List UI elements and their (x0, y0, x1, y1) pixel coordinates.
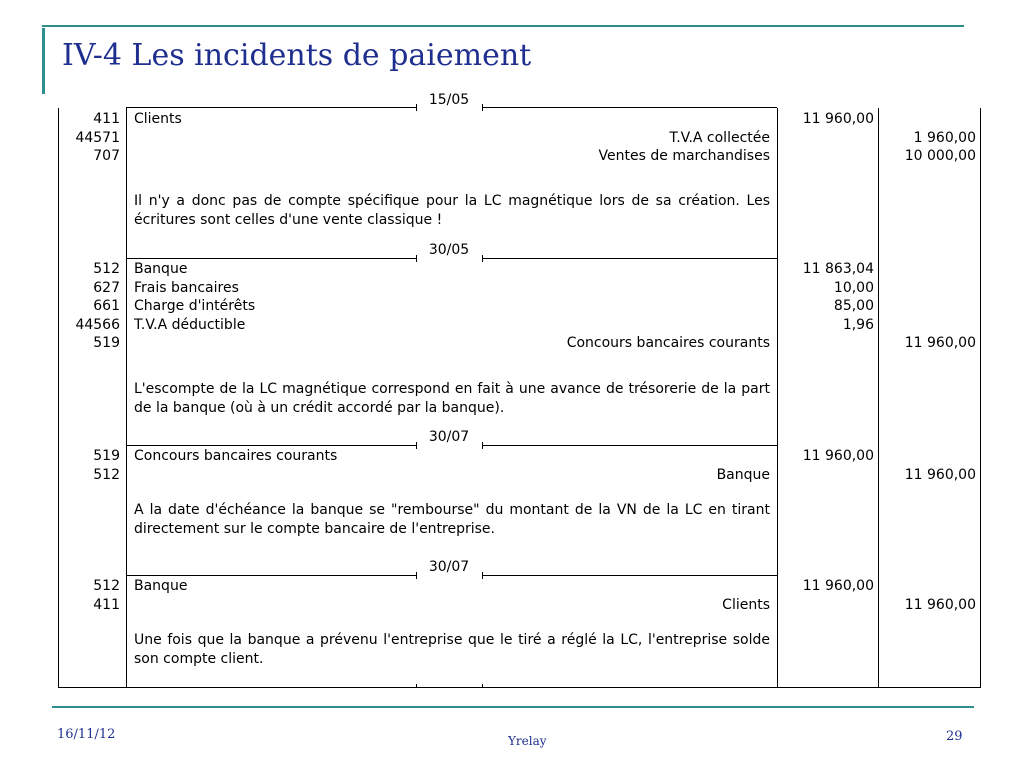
closing-tick (416, 684, 417, 688)
debit-amount: 85,00 (833, 298, 874, 314)
date-line-right (482, 258, 777, 259)
date-tick (482, 572, 483, 579)
page-title: IV-4 Les incidents de paiement (62, 38, 532, 73)
entry-note: Il n'y a donc pas de compte spécifique pour la LC magnétique lors de sa création. Les écritures sont celles d'une vente classique ! (134, 193, 770, 228)
account-label: T.V.A collectée (669, 129, 770, 146)
account-label: Banque (134, 578, 188, 594)
account-label: Banque (134, 261, 188, 277)
debit-amount: 11 960,00 (802, 578, 874, 594)
entry-date: 30/07 (428, 559, 470, 575)
date-line-right (482, 575, 777, 576)
debit-amount: 11 960,00 (802, 111, 874, 127)
credit-amount: 11 960,00 (904, 466, 976, 483)
debit-amount: 10,00 (833, 279, 874, 296)
account-number: 519 (93, 448, 120, 464)
date-line-left (126, 107, 416, 108)
date-tick (416, 255, 417, 262)
account-number: 512 (93, 466, 120, 483)
date-tick (416, 442, 417, 449)
journal-table (58, 92, 981, 688)
date-tick (482, 104, 483, 111)
footer-rule (52, 706, 974, 708)
date-tick (416, 572, 417, 579)
entry-note: L'escompte de la LC magnétique correspond en fait à une avance de trésorerie de la part de la banque (où à un crédit accordé par la banque). (134, 381, 770, 416)
table-border-bottom (58, 687, 981, 688)
account-number: 627 (93, 279, 120, 296)
debit-amount: 11 960,00 (802, 448, 874, 464)
column-divider-label (777, 108, 778, 688)
account-number: 411 (93, 111, 120, 127)
account-label: T.V.A déductible (134, 316, 246, 333)
date-line-left (126, 575, 416, 576)
date-line-right (482, 445, 777, 446)
credit-amount: 11 960,00 (904, 596, 976, 613)
entry-note: A la date d'échéance la banque se "rembourse" du montant de la VN de la LC en tirant directement sur le compte bancaire de l'entreprise. (134, 502, 770, 537)
table-border-left (58, 108, 59, 688)
account-number: 707 (93, 148, 120, 164)
date-line-left (126, 445, 416, 446)
footer-date: 16/11/12 (57, 727, 116, 742)
date-tick (482, 255, 483, 262)
date-line-left (126, 258, 416, 259)
account-number: 44566 (75, 316, 120, 333)
account-label: Banque (716, 466, 770, 483)
account-number: 512 (93, 578, 120, 594)
credit-amount: 10 000,00 (904, 148, 976, 164)
account-label: Clients (722, 596, 770, 613)
account-label: Concours bancaires courants (566, 335, 770, 351)
account-number: 519 (93, 335, 120, 351)
account-label: Ventes de marchandises (598, 148, 770, 164)
column-divider-account (126, 108, 127, 688)
account-label: Frais bancaires (134, 279, 239, 296)
column-divider-debit (878, 108, 879, 688)
page-number: 29 (946, 729, 963, 744)
date-tick (416, 104, 417, 111)
account-number: 411 (93, 596, 120, 613)
closing-tick (482, 684, 483, 688)
entry-note: Une fois que la banque a prévenu l'entreprise que le tiré a réglé la LC, l'entreprise solde son compte client. (134, 632, 770, 667)
debit-amount: 11 863,04 (802, 261, 874, 277)
account-number: 512 (93, 261, 120, 277)
footer-author: Yrelay (508, 734, 547, 748)
date-line-right (482, 107, 777, 108)
header-rule (42, 25, 964, 27)
credit-amount: 1 960,00 (913, 129, 976, 146)
account-label: Concours bancaires courants (134, 448, 338, 464)
table-border-right (980, 108, 981, 688)
account-number: 661 (93, 298, 120, 314)
entry-date: 30/07 (428, 429, 470, 445)
debit-amount: 1,96 (842, 316, 874, 333)
account-number: 44571 (75, 129, 120, 146)
account-label: Charge d'intérêts (134, 298, 256, 314)
header-accent-bar (42, 28, 45, 94)
entry-date: 30/05 (428, 242, 470, 258)
entry-date: 15/05 (428, 92, 470, 108)
credit-amount: 11 960,00 (904, 335, 976, 351)
date-tick (482, 442, 483, 449)
account-label: Clients (134, 111, 182, 127)
